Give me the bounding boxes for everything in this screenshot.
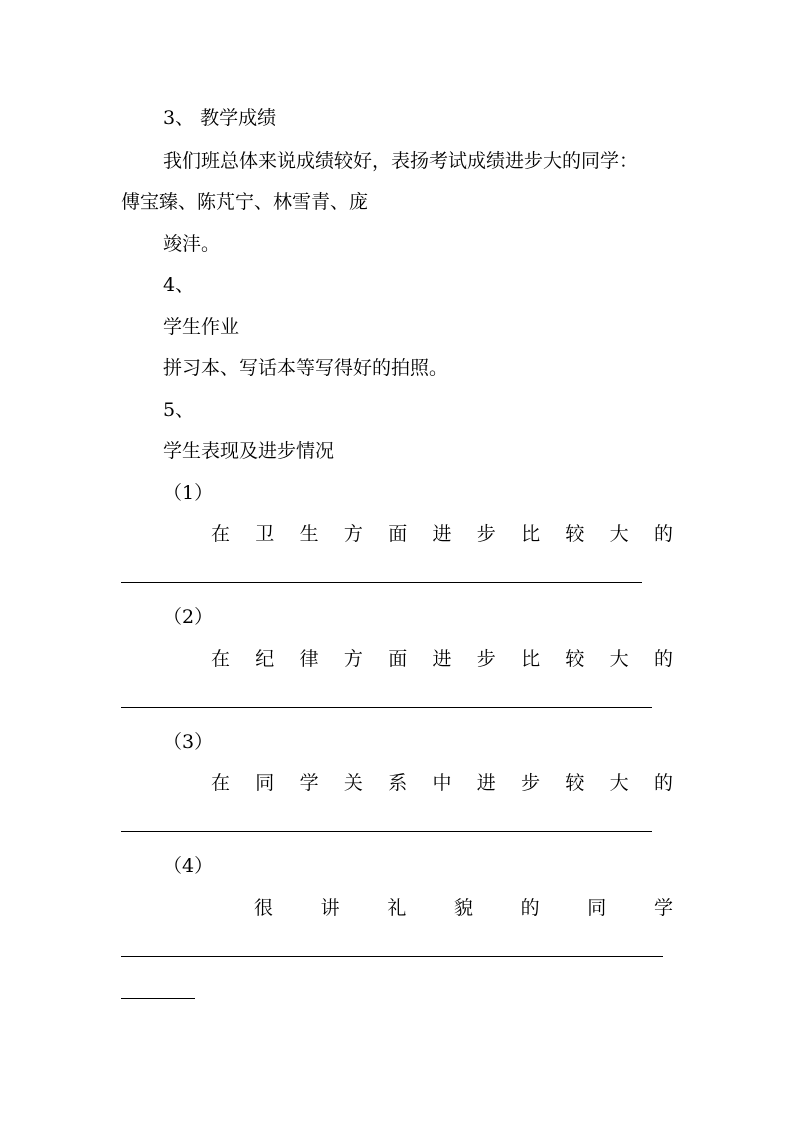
item-2-char: 在 <box>211 648 231 670</box>
item-3-char: 同 <box>255 772 275 794</box>
paragraph-grades-line-3: 竣沣。 <box>163 233 221 255</box>
item-1-char: 进 <box>432 523 452 545</box>
item-3-char: 关 <box>343 772 363 794</box>
item-1-text <box>211 521 673 547</box>
item-4-char: 学 <box>653 897 673 919</box>
section-number-5: 5、 <box>163 399 195 421</box>
item-1-char: 在 <box>211 523 231 545</box>
item-4-char: 同 <box>587 897 607 919</box>
item-2-char: 较 <box>565 648 585 670</box>
item-3-char: 学 <box>299 772 319 794</box>
item-number-3: （3） <box>163 731 214 753</box>
item-number-4: （4） <box>163 855 214 877</box>
section-heading-teaching-results: 3、 教学成绩 <box>163 107 277 129</box>
item-2-text <box>211 646 673 672</box>
item-2-char: 纪 <box>255 648 275 670</box>
item-4-char: 很 <box>254 897 274 919</box>
item-2-char: 面 <box>388 648 408 670</box>
item-1-char: 生 <box>299 523 319 545</box>
item-4-char: 貌 <box>453 897 473 919</box>
item-3-char: 中 <box>432 772 452 794</box>
item-1-char: 大 <box>609 523 629 545</box>
item-2-char: 比 <box>521 648 541 670</box>
item-2-char: 律 <box>299 648 319 670</box>
item-1-char: 卫 <box>255 523 275 545</box>
paragraph-grades-line-2: 傅宝臻、陈芃宁、林雪青、庞 <box>121 191 369 213</box>
item-4-text <box>254 895 673 921</box>
fill-in-blank-line-1 <box>121 582 642 584</box>
item-3-char: 的 <box>653 772 673 794</box>
item-2-char: 的 <box>653 648 673 670</box>
item-2-char: 进 <box>432 648 452 670</box>
paragraph-grades-line-1: 我们班总体来说成绩较好，表扬考试成绩进步大的同学： <box>163 150 639 172</box>
item-1-char: 的 <box>653 523 673 545</box>
item-1-char: 步 <box>476 523 496 545</box>
fill-in-blank-line-3 <box>121 831 652 833</box>
item-3-char: 在 <box>211 772 231 794</box>
item-2-char: 方 <box>343 648 363 670</box>
paragraph-homework: 拼习本、写话本等写得好的拍照。 <box>163 357 449 379</box>
fill-in-blank-line-2 <box>121 707 652 709</box>
item-3-char: 步 <box>521 772 541 794</box>
item-3-char: 较 <box>565 772 585 794</box>
item-4-char: 礼 <box>387 897 407 919</box>
item-1-char: 较 <box>565 523 585 545</box>
item-3-char: 系 <box>388 772 408 794</box>
item-2-char: 步 <box>476 648 496 670</box>
item-1-char: 方 <box>343 523 363 545</box>
item-3-char: 进 <box>476 772 496 794</box>
item-1-char: 比 <box>521 523 541 545</box>
item-3-char: 大 <box>609 772 629 794</box>
section-heading-homework: 学生作业 <box>163 316 240 338</box>
fill-in-blank-line-4b <box>121 998 195 1000</box>
item-2-char: 大 <box>609 648 629 670</box>
section-heading-performance: 学生表现及进步情况 <box>163 440 335 462</box>
item-number-2: （2） <box>163 606 214 628</box>
item-4-char: 的 <box>520 897 540 919</box>
item-3-text <box>211 770 673 796</box>
section-number-4: 4、 <box>163 274 195 296</box>
fill-in-blank-line-4a <box>121 956 663 958</box>
item-1-char: 面 <box>388 523 408 545</box>
item-number-1: （1） <box>163 482 214 504</box>
item-4-char: 讲 <box>320 897 340 919</box>
